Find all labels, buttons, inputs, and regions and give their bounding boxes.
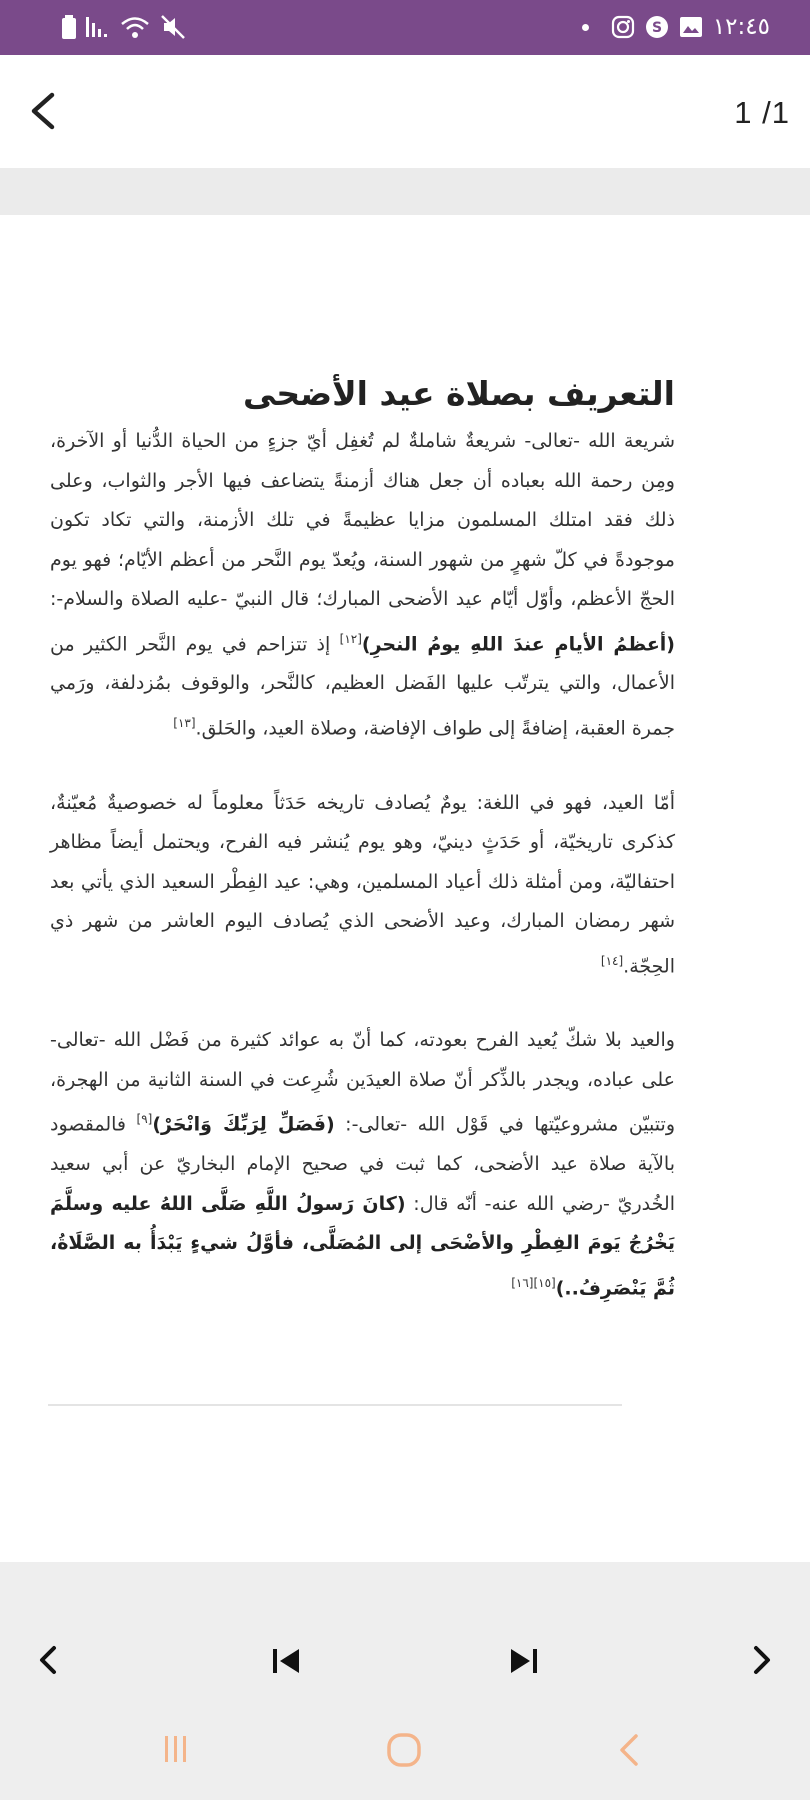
quran-quote: (فَصَلِّ لِرَبِّكَ وَانْحَرْ) [152,1113,335,1136]
status-bar [0,0,810,55]
hadith-quote: (أعظمُ الأيامِ عندَ اللهِ يومُ النحرِ) [361,632,675,655]
chevron-right-icon [750,1644,774,1676]
paragraph-3 [50,1021,675,1308]
status-left-icons [62,12,186,42]
instagram-icon [611,15,635,39]
footnote-ref[interactable]: [١٢] [339,631,362,646]
page-counter: 1 /1 [734,95,790,130]
recents-button[interactable] [160,1730,192,1766]
back-button[interactable] [26,89,60,133]
footnote-ref[interactable]: [١٥][١٦] [511,1275,556,1290]
content-end-divider [48,1404,622,1406]
paragraph-1 [50,422,675,749]
previous-page-button[interactable] [30,1640,66,1680]
first-page-button[interactable] [266,1642,306,1680]
skip-to-end-icon [508,1646,540,1676]
paragraph-1-text-a: شريعة الله -تعالى- شريعةٌ شاملةٌ لم تُغفِل أيّ جزءٍ من الحياة الدُّنيا أو الآخرة، ومِن رحمة الله بعباده أن جعل هناك أزمنةً يتضاعف فيها الأجر والثواب، وعلى ذلك فقد امتلك المسلمون مزايا عظيمةً في تلك الأزمنة، والتي تكاد تكون موجودةً في كلّ شهرٍ من شهور السنة، ويُعدّ يوم النَّحر من أعظم الأيّام؛ فهو يوم الحجّ الأعظم، وأوّل أيّام عيد الأضحى المبارك؛ قال النبيّ -عليه الصلاة والسلام-: [50,430,675,610]
chevron-left-icon [36,1644,60,1676]
top-app-bar [0,55,810,168]
signal-icon [86,15,110,39]
wifi-icon [120,15,150,39]
home-button[interactable] [384,1730,424,1770]
chevron-left-icon [26,89,60,133]
last-page-button[interactable] [504,1642,544,1680]
gallery-icon [679,16,703,38]
footnote-ref[interactable]: [١٤] [600,953,624,968]
recents-icon [160,1730,192,1766]
article-title: التعريف بصلاة عيد الأضحى [243,374,675,413]
divider-strip [0,168,810,215]
status-time: ١٢:٤٥ [712,14,770,40]
footnote-ref[interactable]: [٩] [136,1112,153,1127]
mute-icon [160,14,186,40]
notification-dot-icon [582,24,589,31]
next-page-button[interactable] [744,1640,780,1680]
bottom-navigation-area [0,1562,810,1800]
paragraph-1-text-b: إذ تتزاحم في يوم النَّحر الكثير من الأعمال، والتي يترتّب عليها الفَضل العظيم، كالنَّحر، والوقوف بمُزدلفة، ورَمي جمرة العقبة، إضافةً إلى طواف الإفاضة، وصلاة العيد، والحَلق. [50,632,675,740]
paragraph-2-text: أمّا العيد، فهو في اللغة: يومٌ يُصادف تاريخه حَدَثاً معلوماً له خصوصيةٌ مُعيّنةٌ، كذكرى تاريخيّة، أو حَدَثٍ دينيّ، وهو يوم يُنشر فيه الفرح، ويحتمل أيضاً مظاهر احتفاليّة، ومن أمثلة ذلك أعياد المسلمين، وهي: عيد الفِطْر السعيد الذي يأتي بعد شهر رمضان المبارك، وعيد الأضحى الذي يُصادف اليوم العاشر من شهر ذي الحِجّة. [50,791,675,977]
hadith-quote: (كانَ رَسولُ اللَّهِ صَلَّى اللهُ عليه وسلَّمَ يَخْرُجُ يَومَ الفِطْرِ والأضْحَى إلى المُصَلَّى، فأوَّلُ شيءٍ يَبْدَأُ به الصَّلَاةُ، ثُمَّ يَنْصَرِفُ..) [50,1192,675,1300]
article-content [50,370,675,1309]
system-back-button[interactable] [614,1730,646,1770]
svg-text:S: S [651,20,662,36]
s-app-icon [645,15,669,39]
battery-icon [62,15,76,39]
home-icon [384,1730,424,1770]
status-right-icons [582,12,770,42]
footnote-ref[interactable]: [١٣] [173,715,196,730]
system-back-icon [614,1730,646,1770]
paragraph-2 [50,784,675,987]
paragraph-3-text-b: فالمقصود بالآية صلاة عيد الأضحى، كما ثبت في صحيح الإمام البخاريّ عن أبي سعيد الخُدريّ -رضي الله عنه- أنّه قال: [50,1113,675,1215]
skip-to-start-icon [270,1646,302,1676]
paragraph-3-text-a: والعيد بلا شكّ يُعيد الفرح بعودته، كما أنّ به عوائد كثيرة من فَضْل الله -تعالى- على عباده، ويجدر بالذِّكر أنّ صلاة العيدَين شُرِعت في السنة الثانية من الهجرة، وتتبيّن مشروعيّتها في قَوْل الله -تعالى-: [50,1029,675,1136]
